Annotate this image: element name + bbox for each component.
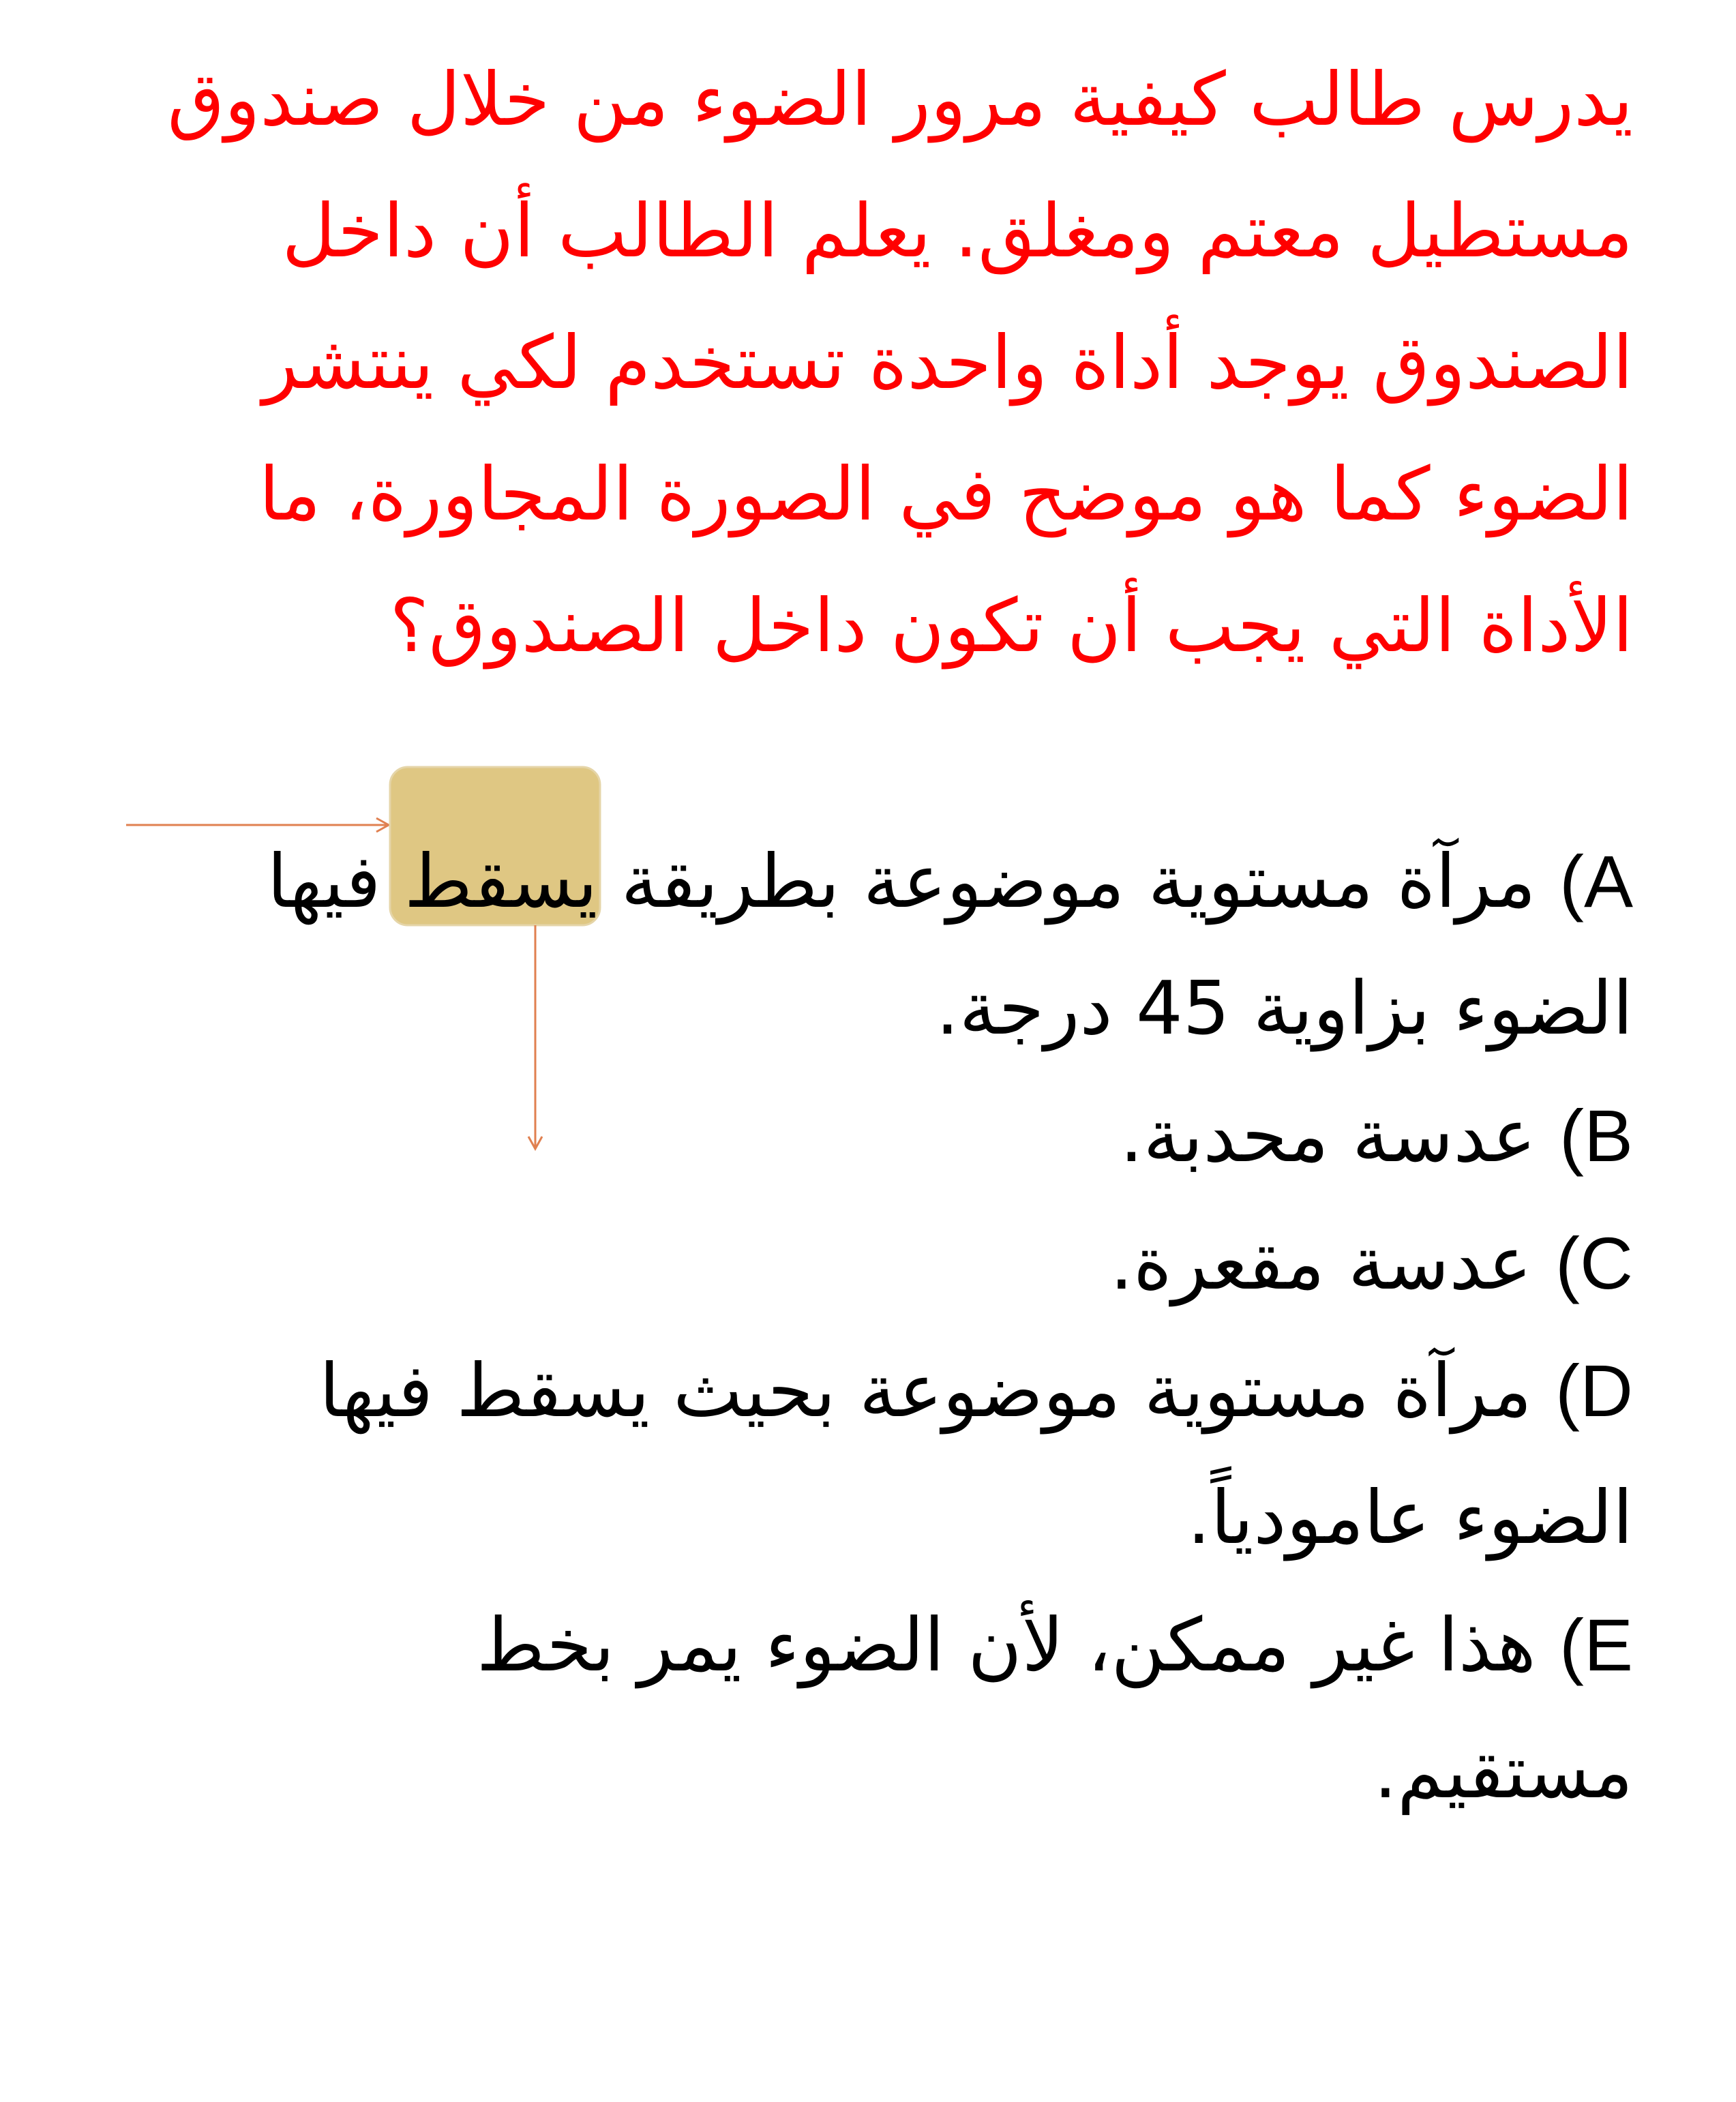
answer-text: مرآة مستوية موضوعة بطريقة يسقط فيها الضوء بزاوية 45 درجة.	[267, 839, 1633, 1051]
answer-text: عدسة محدبة.	[1120, 1094, 1536, 1179]
answer-letter: E)	[1559, 1604, 1633, 1686]
answer-option-e[interactable]	[198, 1582, 1633, 1836]
answer-list	[198, 818, 1633, 1836]
answer-option-d[interactable]	[198, 1327, 1633, 1582]
answer-option-c[interactable]	[198, 1200, 1633, 1327]
answer-option-b[interactable]	[198, 1072, 1633, 1200]
answer-letter: C)	[1555, 1222, 1633, 1304]
answer-text: مرآة مستوية موضوعة بحيث يسقط فيها الضوء عامودياً.	[319, 1349, 1633, 1561]
answer-letter: B)	[1559, 1094, 1633, 1177]
answer-letter: A)	[1559, 840, 1633, 922]
answer-text: عدسة مقعرة.	[1109, 1221, 1532, 1306]
answer-text: هذا غير ممكن، لأن الضوء يمر بخط مستقيم.	[476, 1603, 1633, 1815]
answer-option-a[interactable]	[198, 818, 1633, 1072]
question-text: يدرس طالب كيفية مرور الضوء من خلال صندوق مستطيل معتم ومغلق. يعلم الطالب أن داخل الصندوق يوجد أداة واحدة تستخدم لكي ينتشر الضوء كما هو موضح في الصورة المجاورة، ما الأداة التي يجب أن تكون داخل الصندوق؟	[167, 57, 1633, 669]
answer-letter: D)	[1555, 1349, 1633, 1432]
